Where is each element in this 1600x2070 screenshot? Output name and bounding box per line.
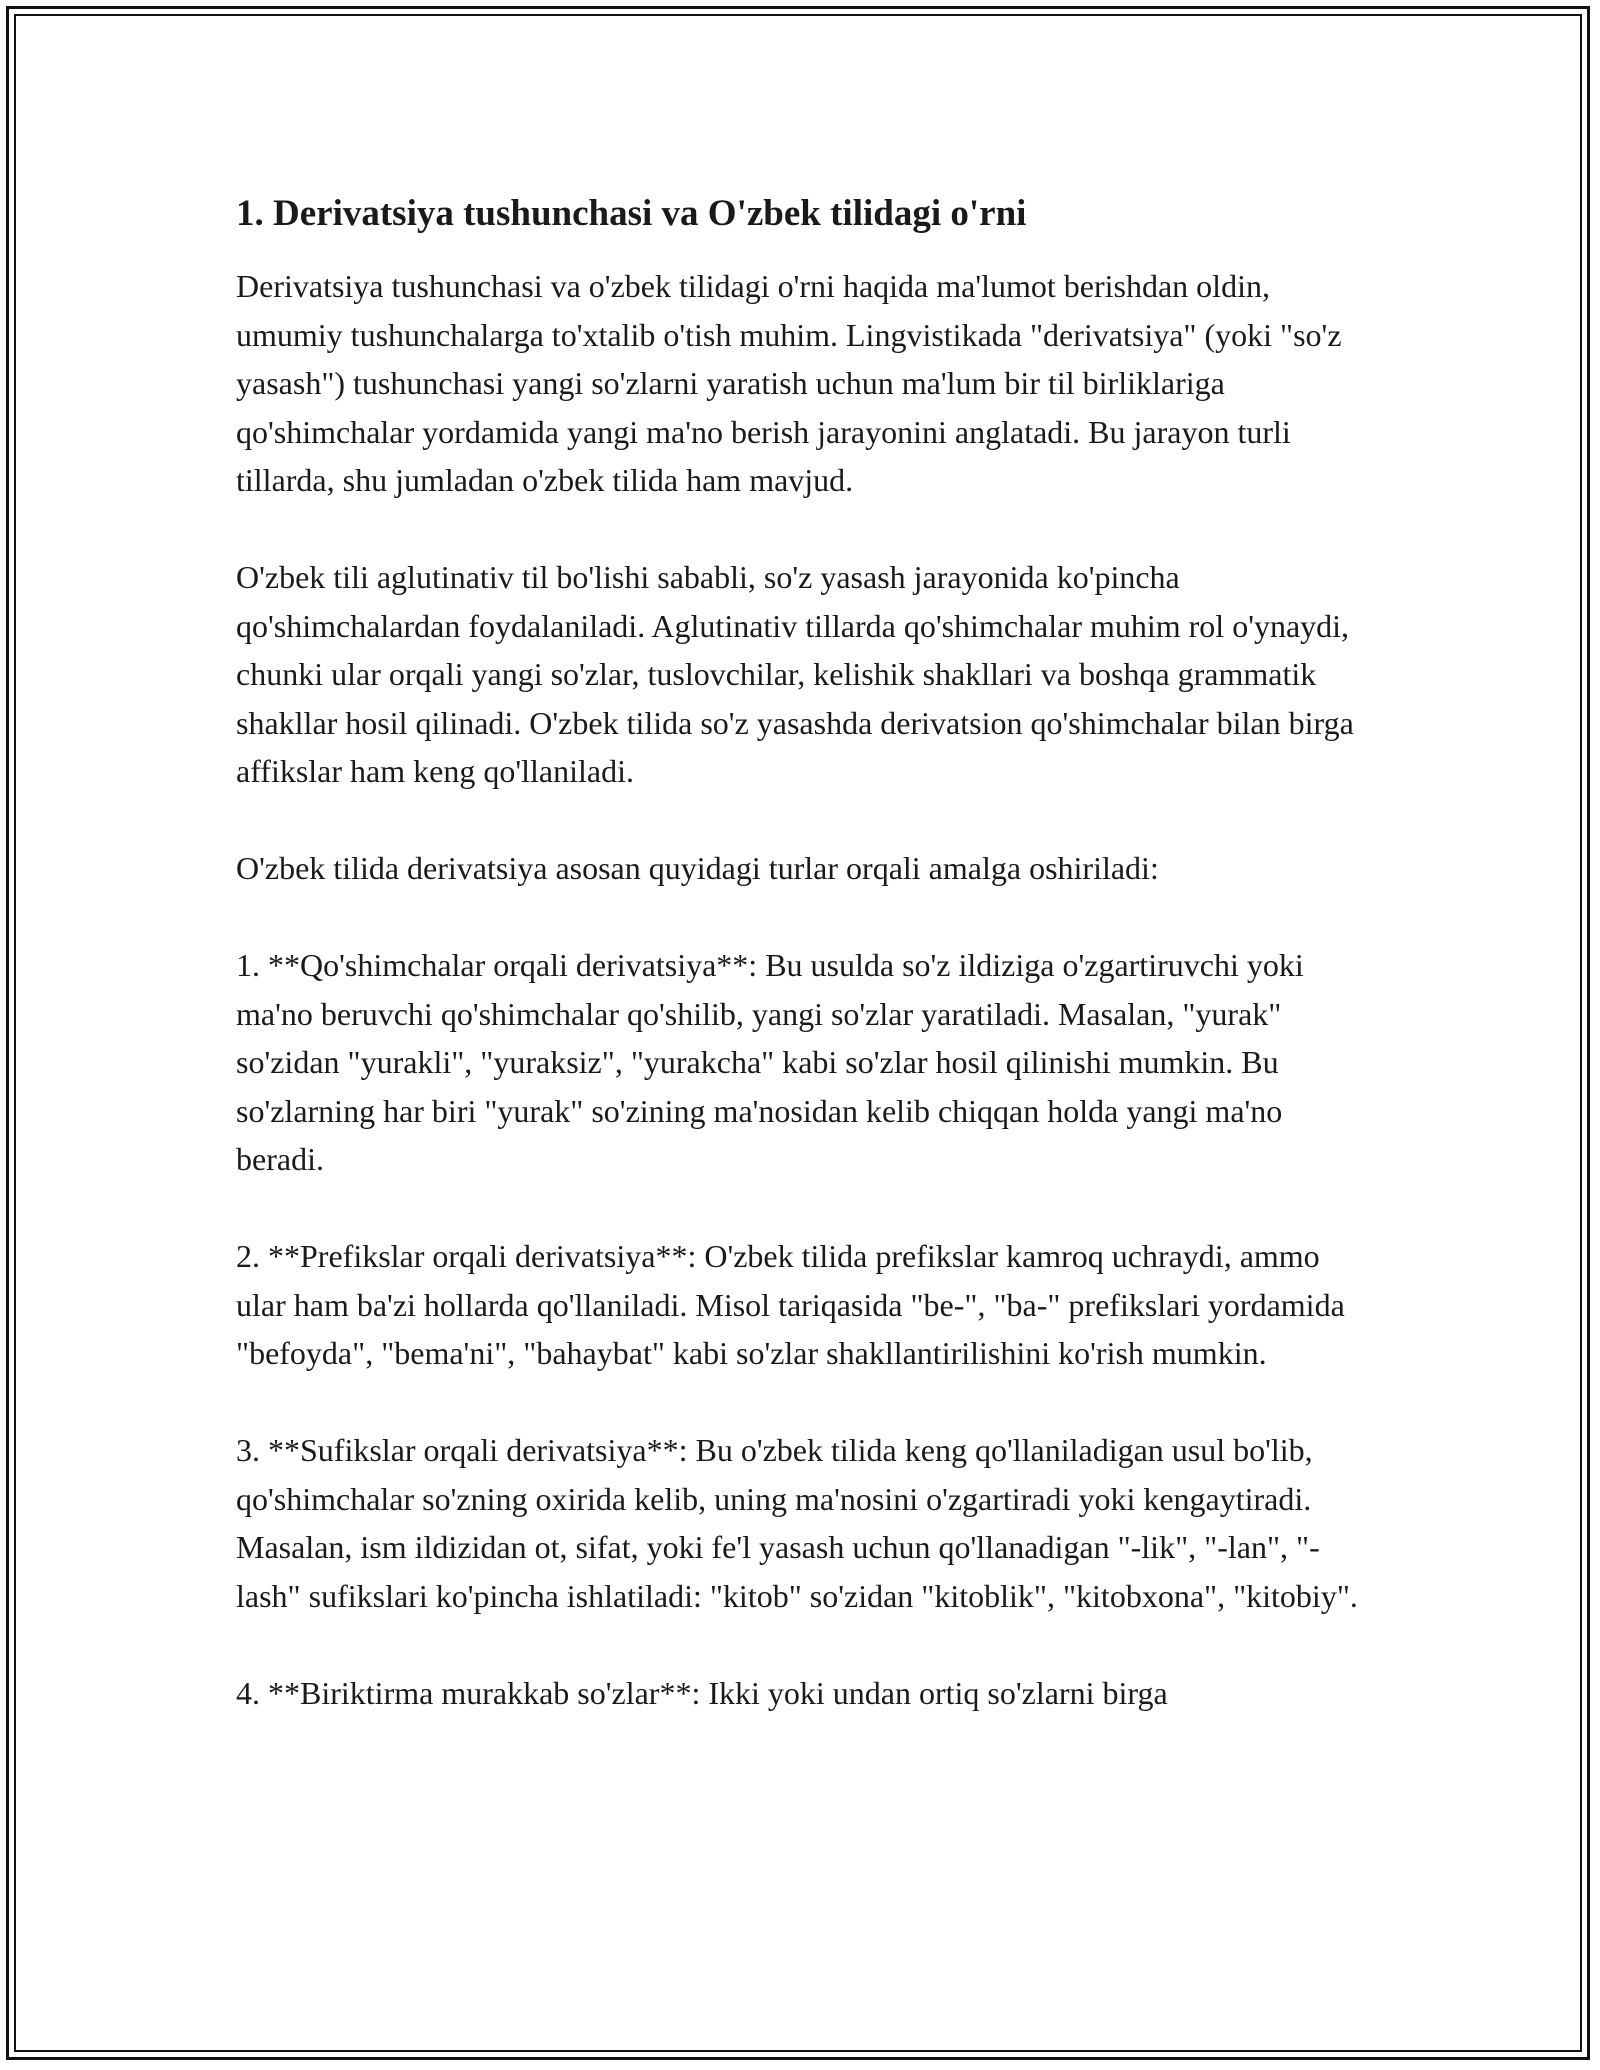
list-item-compound-words: 4. **Biriktirma murakkab so'zlar**: Ikki yoki undan ortiq so'zlarni birga (236, 1674, 1168, 1711)
section-heading: 1. Derivatsiya tushunchasi va O'zbek tilidagi o'rni (236, 193, 1027, 234)
paragraph-types-intro: O'zbek tilida derivatsiya asosan quyidagi turlar orqali amalga oshiriladi: (236, 850, 1159, 886)
paragraph-intro: Derivatsiya tushunchasi va o'zbek tilidagi o'rni haqida ma'lumot berishdan oldin, umumiy tushunchalarga to'xtalib o'tish muhim. Lingvistikada "derivatsiya" (yoki "so'z yasash") tushunchasi yangi so'zlarni yaratish uchun ma'lum bir til birliklariga qo'shimchalar yordamida yangi ma'no berish jarayonini anglatadi. Bu jarayon turli tillarda, shu jumladan o'zbek tilida ham mavjud. (236, 268, 1342, 498)
list-item-prefix-derivation: 2. **Prefikslar orqali derivatsiya**: O'zbek tilida prefikslar kamroq uchraydi, ammo ular ham ba'zi hollarda qo'llaniladi. Misol tariqasida "be-", "ba-" prefikslari yordamida "befoyda", "bema'ni", "bahaybat" kabi so'zlar shakllantirilishini ko'rish mumkin. (236, 1238, 1345, 1371)
paragraph-agglutinative: O'zbek tili aglutinativ til bo'lishi sababli, so'z yasash jarayonida ko'pincha qo'shimchalardan foydalaniladi. Aglutinativ tillarda qo'shimchalar muhim rol o'ynaydi, chunki ular orqali yangi so'zlar, tuslovchilar, kelishik shakllari va boshqa grammatik shakllar hosil qilinadi. O'zbek tilida so'z yasashda derivatsion qo'shimchalar bilan birga affikslar ham keng qo'llaniladi. (236, 559, 1354, 789)
list-item-sufiks-derivation: 3. **Sufikslar orqali derivatsiya**: Bu o'zbek tilida keng qo'llaniladigan usul bo'lib, qo'shimchalar so'zning oxirida kelib, uning ma'nosini o'zgartiradi yoki kengaytiradi. Masalan, ism ildizidan ot, sifat, yoki fe'l yasash uchun qo'llanadigan "-lik", "-lan", "-lash" sufikslari ko'pincha ishlatiladi: "kitob" so'zidan "kitoblik", "kitobxona", "kitobiy". (236, 1432, 1358, 1614)
document-body (236, 190, 1376, 1766)
list-item-suffix-derivation: 1. **Qo'shimchalar orqali derivatsiya**: Bu usulda so'z ildiziga o'zgartiruvchi yoki ma'no beruvchi qo'shimchalar qo'shilib, yangi so'zlar yaratiladi. Masalan, "yurak" so'zidan "yurakli", "yuraksiz", "yurakcha" kabi so'zlar hosil qilinishi mumkin. Bu so'zlarning har biri "yurak" so'zining ma'nosidan kelib chiqqan holda yangi ma'no beradi. (236, 947, 1304, 1177)
